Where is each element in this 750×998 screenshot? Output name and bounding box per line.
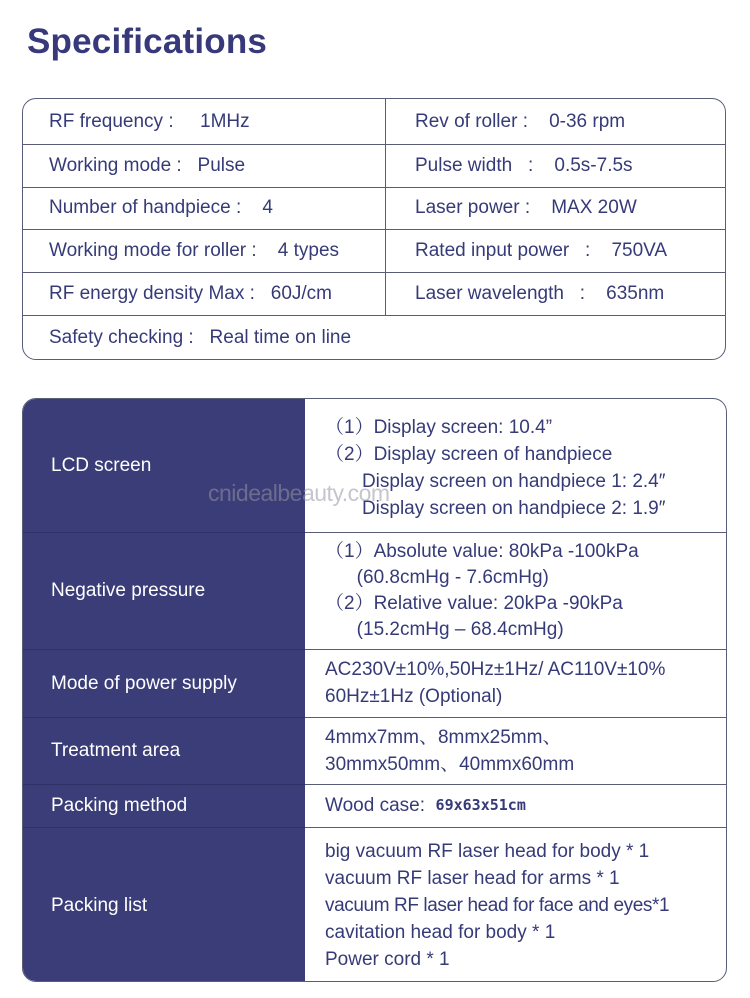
spec-rf-energy-density: RF energy density Max : 60J/cm	[49, 282, 332, 304]
detail-line: (60.8cmHg - 7.6cmHg)	[325, 566, 549, 588]
detail-label: Negative pressure	[23, 532, 305, 649]
spec-number-of-handpiece: Number of handpiece : 4	[49, 197, 273, 218]
detail-line: 30mmx50mm、40mmx60mm	[325, 753, 575, 775]
detail-line: cavitation head for body * 1	[325, 921, 556, 943]
spec-safety-checking: Safety checking : Real time on line	[49, 327, 352, 348]
packing-case-label: Wood case:	[325, 795, 436, 816]
detail-line: vacuum RF laser head for face and eyes*1	[325, 894, 670, 916]
spec-rev-of-roller: Rev of roller : 0-36 rpm	[415, 110, 626, 132]
spec-row	[23, 315, 725, 360]
watermark: cnidealbeauty.com	[208, 480, 390, 506]
spec-row	[23, 272, 725, 316]
spec-working-mode-roller: Working mode for roller : 4 types	[49, 239, 340, 261]
detail-value	[325, 827, 718, 982]
detail-line: Display screen on handpiece 1: 2.4″	[325, 470, 666, 492]
detail-label: Packing list	[23, 827, 305, 982]
detail-line: （2）Relative value: 20kPa -90kPa	[325, 592, 623, 614]
spec-working-mode: Working mode : Pulse	[49, 154, 246, 176]
detail-value	[325, 399, 718, 532]
detail-value	[325, 784, 718, 827]
detail-row-power-supply	[23, 649, 726, 718]
detail-value	[325, 717, 718, 784]
spec-rf-frequency: RF frequency : 1MHz	[49, 110, 250, 132]
detail-label: Mode of power supply	[23, 649, 305, 717]
detail-row-treatment-area	[23, 717, 726, 785]
detail-line: Display screen on handpiece 2: 1.9″	[325, 497, 666, 519]
spec-pulse-width: Pulse width : 0.5s-7.5s	[415, 154, 633, 176]
detail-value	[325, 649, 718, 717]
detail-line: vacuum RF laser head for arms * 1	[325, 867, 620, 889]
detail-label: Treatment area	[23, 717, 305, 784]
detail-line: AC230V±10%,50Hz±1Hz/ AC110V±10%	[325, 659, 666, 680]
detail-line: 4mmx7mm、8mmx25mm、	[325, 726, 562, 748]
detail-row-negative-pressure	[23, 532, 726, 650]
spec-row	[23, 99, 725, 145]
detail-row-packing-method	[23, 784, 726, 828]
detail-line: （1）Absolute value: 80kPa -100kPa	[325, 540, 639, 562]
page-title: Specifications	[27, 22, 268, 61]
detail-value	[325, 532, 718, 649]
detail-row-lcd-screen	[23, 399, 726, 533]
detail-line: 60Hz±1Hz (Optional)	[325, 686, 503, 707]
detail-line: (15.2cmHg – 68.4cmHg)	[325, 618, 564, 640]
packing-case-size: 69x63x51cm	[435, 796, 526, 814]
detail-line: Power cord * 1	[325, 948, 450, 970]
detail-label: Packing method	[23, 784, 305, 827]
spec-laser-wavelength: Laser wavelength : 635nm	[415, 282, 665, 304]
detail-line: big vacuum RF laser head for body * 1	[325, 840, 650, 862]
detail-label: LCD screen	[23, 399, 305, 532]
spec-row	[23, 229, 725, 273]
detail-table	[22, 398, 727, 982]
detail-line: （2）Display screen of handpiece	[325, 443, 613, 465]
spec-table	[22, 98, 726, 360]
spec-rated-input-power: Rated input power : 750VA	[415, 239, 668, 261]
spec-row	[23, 144, 725, 188]
spec-laser-power: Laser power : MAX 20W	[415, 197, 637, 218]
detail-row-packing-list	[23, 827, 726, 982]
detail-line: （1）Display screen: 10.4”	[325, 416, 553, 438]
spec-row	[23, 187, 725, 230]
